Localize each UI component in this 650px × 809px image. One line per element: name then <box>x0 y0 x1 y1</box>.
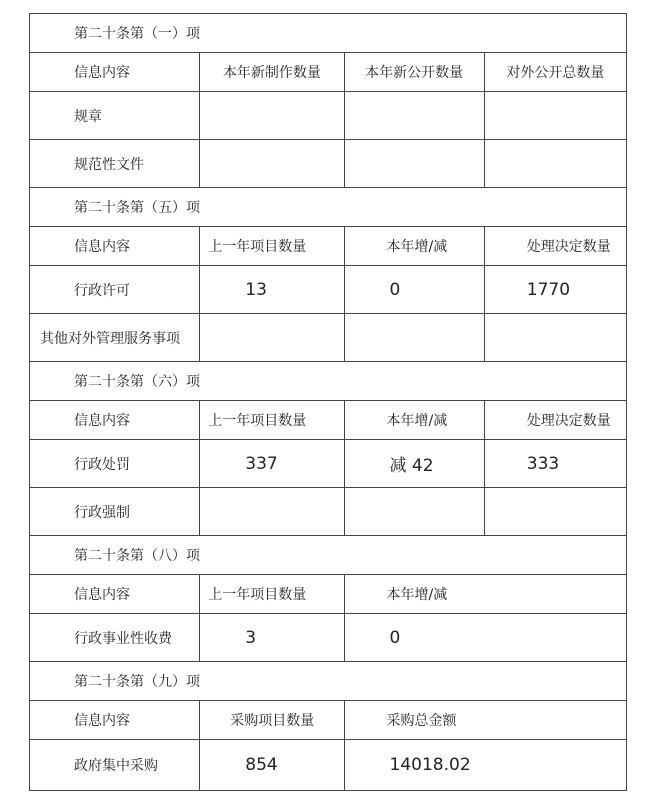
value-cell: 337 <box>200 440 344 488</box>
row-label: 行政许可 <box>30 266 200 314</box>
section-title: 第二十条第（一）项 <box>30 14 627 53</box>
value-cell: 0 <box>344 266 484 314</box>
row-label: 规章 <box>30 92 200 140</box>
section-title-row <box>30 188 627 227</box>
header-row <box>30 53 627 92</box>
row-label: 政府集中采购 <box>30 740 200 791</box>
value-cell: 854 <box>200 740 344 791</box>
header-row <box>30 575 627 614</box>
header-row <box>30 401 627 440</box>
header-cell: 本年增/减 <box>344 401 484 440</box>
row-label: 行政强制 <box>30 488 200 536</box>
value-cell <box>344 314 484 362</box>
table-row <box>30 266 627 314</box>
header-cell: 信息内容 <box>30 701 200 740</box>
header-cell: 上一年项目数量 <box>200 227 344 266</box>
header-cell: 本年增/减 <box>344 575 626 614</box>
value-cell <box>200 488 344 536</box>
row-label: 行政事业性收费 <box>30 614 200 662</box>
disclosure-document <box>29 13 627 791</box>
value-cell <box>484 488 626 536</box>
header-cell: 信息内容 <box>30 53 200 92</box>
header-cell: 本年增/减 <box>344 227 484 266</box>
header-row <box>30 701 627 740</box>
table-row <box>30 488 627 536</box>
value-cell <box>200 314 344 362</box>
table-row <box>30 614 627 662</box>
table-row <box>30 740 627 791</box>
value-cell: 1770 <box>484 266 626 314</box>
header-cell: 上一年项目数量 <box>200 401 344 440</box>
value-cell <box>200 140 344 188</box>
header-cell: 对外公开总数量 <box>484 53 626 92</box>
section-title-row <box>30 362 627 401</box>
table-row <box>30 440 627 488</box>
section-title-row <box>30 536 627 575</box>
value-cell: 0 <box>344 614 626 662</box>
section-title-row <box>30 14 627 53</box>
value-cell: 3 <box>200 614 344 662</box>
value-cell <box>344 488 484 536</box>
header-cell: 处理决定数量 <box>484 227 626 266</box>
section-title: 第二十条第（九）项 <box>30 662 627 701</box>
value-cell <box>484 314 626 362</box>
value-cell <box>484 140 626 188</box>
value-cell: 14018.02 <box>344 740 626 791</box>
value-cell <box>344 92 484 140</box>
header-cell: 上一年项目数量 <box>200 575 344 614</box>
value-cell: 减 42 <box>344 440 484 488</box>
section-title-row <box>30 662 627 701</box>
row-label: 行政处罚 <box>30 440 200 488</box>
table-row <box>30 140 627 188</box>
header-cell: 处理决定数量 <box>484 401 626 440</box>
table-row <box>30 314 627 362</box>
header-row <box>30 227 627 266</box>
value-cell <box>200 92 344 140</box>
section-title: 第二十条第（六）项 <box>30 362 627 401</box>
section-title: 第二十条第（五）项 <box>30 188 627 227</box>
header-cell: 本年新制作数量 <box>200 53 344 92</box>
table-row <box>30 92 627 140</box>
header-cell: 本年新公开数量 <box>344 53 484 92</box>
value-cell <box>344 140 484 188</box>
value-cell: 333 <box>484 440 626 488</box>
value-cell <box>484 92 626 140</box>
row-label: 其他对外管理服务事项 <box>30 314 200 362</box>
header-cell: 信息内容 <box>30 401 200 440</box>
header-cell: 信息内容 <box>30 227 200 266</box>
header-cell: 信息内容 <box>30 575 200 614</box>
header-cell: 采购总金额 <box>344 701 626 740</box>
header-cell: 采购项目数量 <box>200 701 344 740</box>
disclosure-table <box>29 13 627 791</box>
value-cell: 13 <box>200 266 344 314</box>
section-title: 第二十条第（八）项 <box>30 536 627 575</box>
row-label: 规范性文件 <box>30 140 200 188</box>
